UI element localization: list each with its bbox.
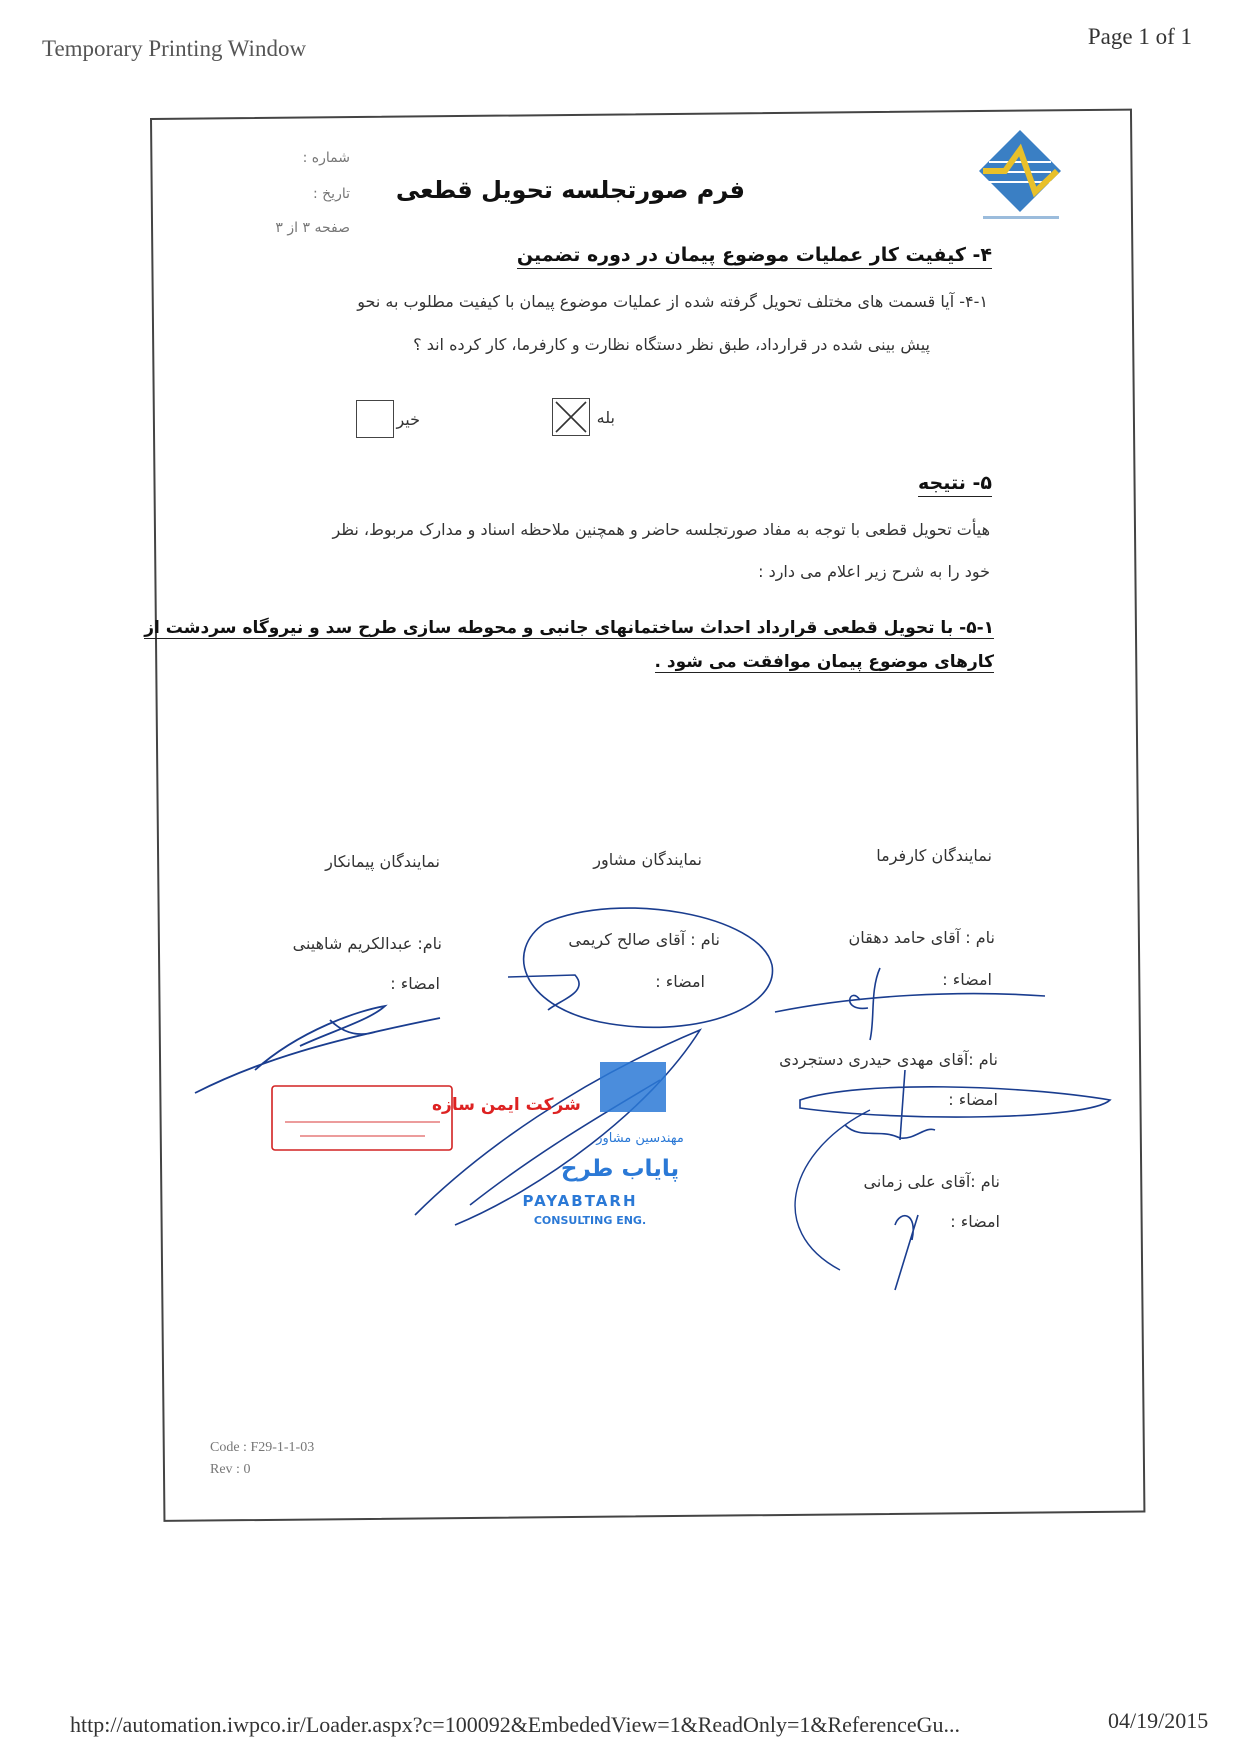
consultant-rep-name: نام : آقای صالح کریمی: [568, 930, 720, 949]
employer-heading: نمایندگان کارفرما: [876, 846, 992, 865]
employer-rep1-signature-label: امضاء :: [942, 970, 992, 989]
yes-label: بله: [596, 408, 615, 427]
number-label: شماره :: [302, 150, 350, 166]
contractor-signature: [195, 1006, 440, 1093]
employer-rep3-signature: [895, 1215, 918, 1290]
consultant-stamp-latin-sub: CONSULTING ENG.: [533, 1214, 647, 1227]
no-label: خیر: [396, 410, 420, 429]
document-code: Code : F29-1-1-03: [210, 1440, 315, 1455]
section5-line2: خود را به شرح زیر اعلام می دارد :: [758, 562, 990, 581]
consultant-stamp-name: پایاب طرح: [560, 1156, 680, 1182]
consultant-stamp-latin: PAYABTARH: [522, 1192, 638, 1210]
footer-url: http://automation.iwpco.ir/Loader.aspx?c=100092&EmbededView=1&ReadOnly=1&ReferenceGu...: [70, 1712, 961, 1737]
date-label: تاریخ :: [312, 186, 350, 202]
consultant-heading: نمایندگان مشاور: [593, 850, 702, 869]
consultant-stamp: [522, 1062, 683, 1227]
section5-result-line2-text: کارهای موضوع پیمان موافقت می شود .: [654, 652, 994, 672]
employer-rep2-signature: [800, 1070, 1110, 1140]
page-label: صفحه ۳ از ۳: [275, 220, 350, 236]
employer-rep2-signature-label: امضاء :: [948, 1090, 998, 1109]
employer-rep2-name: نام :آقای مهدی حیدری دستجردی: [779, 1050, 998, 1069]
contractor-rep-name: نام: عبدالکریم شاهینی: [292, 934, 442, 953]
consultant-stamp-logo: [600, 1062, 666, 1112]
employer-rep3-name: نام :آقای علی زمانی: [863, 1172, 1000, 1191]
contractor-stamp-name: شرکت ایمن سازه: [432, 1095, 581, 1115]
print-window-title: Temporary Printing Window: [42, 36, 307, 61]
section5-line1: هیأت تحویل قطعی با توجه به مفاد صورتجلسه حاضر و همچنین ملاحظه اسناد و مدارک مربوط، نظر: [332, 520, 990, 539]
consultant-rep-signature-label: امضاء :: [655, 972, 705, 991]
employer-rep1-signature: [775, 968, 1045, 1040]
footer-date: 04/19/2015: [1108, 1708, 1209, 1733]
consultant-stamp-prefix: مهندسین مشاور: [596, 1131, 684, 1146]
document-revision: Rev : 0: [210, 1462, 251, 1477]
section4-heading: ۴- کیفیت کار عملیات موضوع پیمان در دوره تضمین: [517, 244, 992, 269]
section4-question-line2: پیش بینی شده در قرارداد، طبق نظر دستگاه نظارت و کارفرما، کار کرده اند ؟: [413, 335, 930, 354]
form-title: فرم صورتجلسه تحویل قطعی: [395, 176, 745, 204]
contractor-heading: نمایندگان پیمانکار: [325, 852, 440, 871]
consultant-signature: [508, 908, 772, 1027]
employer-rep1-name: نام : آقای حامد دهقان: [848, 928, 995, 947]
contractor-rep-signature-label: امضاء :: [390, 974, 440, 993]
employer-rep3-signature-label: امضاء :: [950, 1212, 1000, 1231]
section5-result-line1-text: ۵-۱- با تحویل قطعی قرارداد احداث ساختمانهای جانبی و محوطه سازی طرح سد و نیروگاه سردشت از: [144, 618, 994, 638]
section4-question-line1: ۴-۱- آیا قسمت های مختلف تحویل گرفته شده از عملیات موضوع پیمان با کیفیت مطلوب به نحو: [357, 292, 988, 311]
page-count: Page 1 of 1: [1087, 24, 1192, 49]
section5-heading: ۵- نتیجه: [918, 472, 992, 497]
